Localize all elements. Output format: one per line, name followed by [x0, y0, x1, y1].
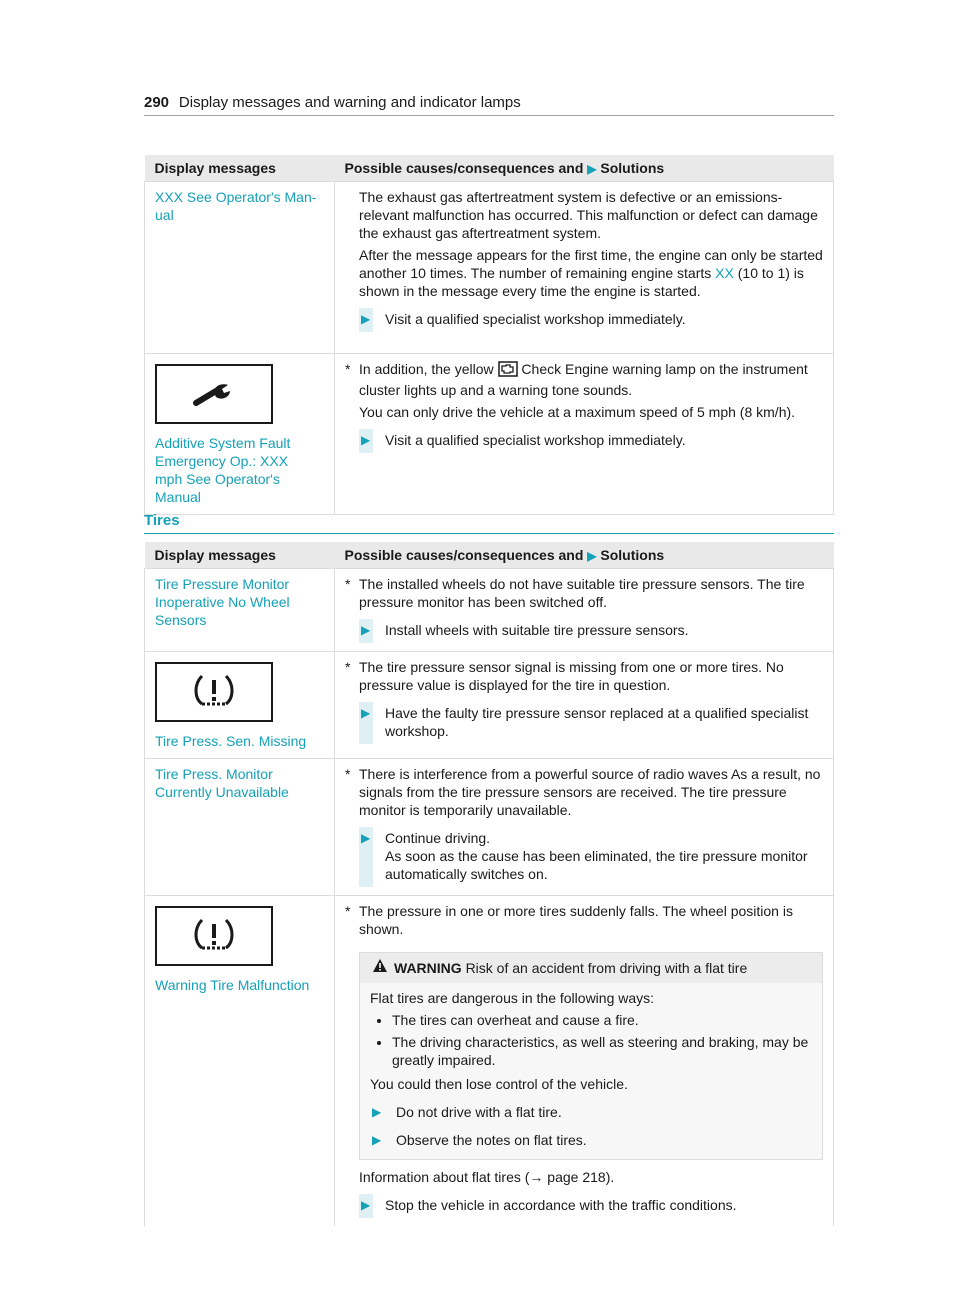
action-step: ▶ Continue driving. As soon as the cause has been eliminated, the tire pressure monitor automatically switches on. — [359, 829, 823, 883]
tire-pressure-warning-icon — [155, 906, 273, 966]
message-text: Tire Pressure Monitor Inoperative No Wheel Sensors — [155, 576, 290, 628]
section-title-tires: Tires — [144, 512, 834, 534]
play-arrow-icon: ▶ — [587, 162, 597, 176]
tire-pressure-warning-icon — [155, 662, 273, 722]
display-messages-table-1 — [144, 155, 834, 515]
col-header-messages: Display messages — [145, 542, 335, 569]
arrow-icon: ▶ — [361, 312, 371, 326]
action-step: ▶ Visit a qualified specialist workshop immediately. — [359, 431, 823, 449]
action-step: ▶ Visit a qualified specialist workshop immediately. — [359, 310, 823, 328]
message-cell — [145, 896, 335, 1227]
message-text: Tire Press. Sen. Missing — [155, 733, 307, 749]
list-item: • The driving characteristics, as well as steering and braking, may be greatly impaired. — [392, 1033, 812, 1069]
cause-cell: * The pressure in one or more tires suddenly falls. The wheel position is shown. WARNING Risk of an accident from driving with a flat tire Flat tires are dangerous in the following ways: • The tires can overheat and cause a fire. • The driving characteristics, as well as steering and braking, may be greatly impaired. You could then lose control of the vehicle. ▶ Do not drive with a flat tire. ▶ Observe the notes on flat tires. Information about flat tires (→ page 218). ▶ Stop the vehicle in accordance with the traffic conditions. — [335, 896, 834, 1227]
arrow-icon: ▶ — [361, 433, 371, 447]
table-row — [145, 759, 834, 896]
table-row — [145, 569, 834, 652]
list-item: • The tires can overheat and cause a fire. — [392, 1011, 812, 1029]
col-header-messages: Display messages — [145, 155, 335, 182]
page-reference[interactable]: Information about flat tires (→ page 218). — [359, 1169, 615, 1185]
cause-cell: The exhaust gas aftertreatment system is defective or an emissions-relevant malfunction has occurred. This malfunction or defect can damage the exhaust gas aftertreatment system. After the message appears for the first time, the engine can only be started another 10 times. The number of remaining engine starts XX (10 to 1) is shown in the message every time the engine is started. ▶ Visit a qualified specialist workshop immediately. — [335, 182, 834, 354]
display-messages-table-2 — [144, 542, 834, 1226]
page-number: 290 — [144, 94, 170, 111]
warning-triangle-icon — [372, 958, 388, 977]
check-engine-icon — [498, 361, 518, 381]
warning-box: WARNING Risk of an accident from driving with a flat tire Flat tires are dangerous in the following ways: • The tires can overheat and cause a fire. • The driving characteristics, as well as steering and braking, may be greatly impaired. You could then lose control of the vehicle. ▶ Do not drive with a flat tire. ▶ Observe the notes on flat tires. — [359, 952, 823, 1160]
table-row — [145, 182, 834, 354]
arrow-icon: ▶ — [372, 1133, 382, 1147]
page-title: Display messages and warning and indicator lamps — [178, 94, 521, 111]
message-cell — [145, 569, 335, 652]
message-cell — [145, 652, 335, 759]
warning-list — [370, 1011, 812, 1069]
wrench-icon — [155, 364, 273, 424]
message-text: Tire Press. Monitor Currently Unavailable — [155, 766, 289, 800]
message-text: XXX See Operator's Man- ual — [155, 189, 317, 223]
message-cell — [145, 354, 335, 515]
col-header-causes: Possible causes/consequences and ▶ Solutions — [335, 542, 834, 569]
table-row — [145, 652, 834, 759]
action-step: ▶ Do not drive with a flat tire. — [372, 1104, 562, 1120]
page-header — [144, 94, 834, 116]
arrow-icon: ▶ — [361, 623, 371, 637]
action-step: ▶ Observe the notes on flat tires. — [372, 1132, 587, 1148]
cause-cell: * The tire pressure sensor signal is missing from one or more tires. No pressure value is displayed for the tire in question. ▶ Have the faulty tire pressure sensor replaced at a qualified specialist workshop. — [335, 652, 834, 759]
cause-cell: * There is interference from a powerful source of radio waves As a result, no signals from the tire pressure sensors are received. The tire pressure monitor is temporarily unavailable. ▶ Continue driving. As soon as the cause has been eliminated, the tire pressure monitor automatically switches on. — [335, 759, 834, 896]
col-header-causes: Possible causes/consequences and ▶ Solutions — [335, 155, 834, 182]
action-step: ▶ Install wheels with suitable tire pressure sensors. — [359, 621, 823, 639]
table-row — [145, 896, 834, 1227]
arrow-icon: ▶ — [361, 1198, 371, 1212]
cause-cell: * In addition, the yellow Check Engine warning lamp on the instrument cluster lights up and a warning tone sounds. You can only drive the vehicle at a maximum speed of 5 mph (8 km/h). ▶ Visit a qualified specialist workshop immediately. — [335, 354, 834, 515]
arrow-icon: ▶ — [361, 706, 371, 720]
play-arrow-icon: ▶ — [587, 549, 597, 563]
action-step: ▶ Stop the vehicle in accordance with the traffic conditions. — [359, 1196, 823, 1214]
arrow-icon: ▶ — [372, 1105, 382, 1119]
message-text: Additive System Fault Emergency Op.: XXX mph See Operator's Manual — [155, 435, 291, 505]
warning-title: Risk of an accident from driving with a flat tire — [465, 960, 748, 976]
message-cell — [145, 759, 335, 896]
message-text: Warning Tire Malfunction — [155, 977, 310, 993]
action-step: ▶ Have the faulty tire pressure sensor replaced at a qualified specialist workshop. — [359, 704, 823, 740]
message-cell — [145, 182, 335, 354]
arrow-icon: ▶ — [361, 831, 371, 845]
cause-cell: * The installed wheels do not have suitable tire pressure sensors. The tire pressure monitor has been switched off. ▶ Install wheels with suitable tire pressure sensors. — [335, 569, 834, 652]
table-row — [145, 354, 834, 515]
warning-label: WARNING — [394, 960, 462, 976]
